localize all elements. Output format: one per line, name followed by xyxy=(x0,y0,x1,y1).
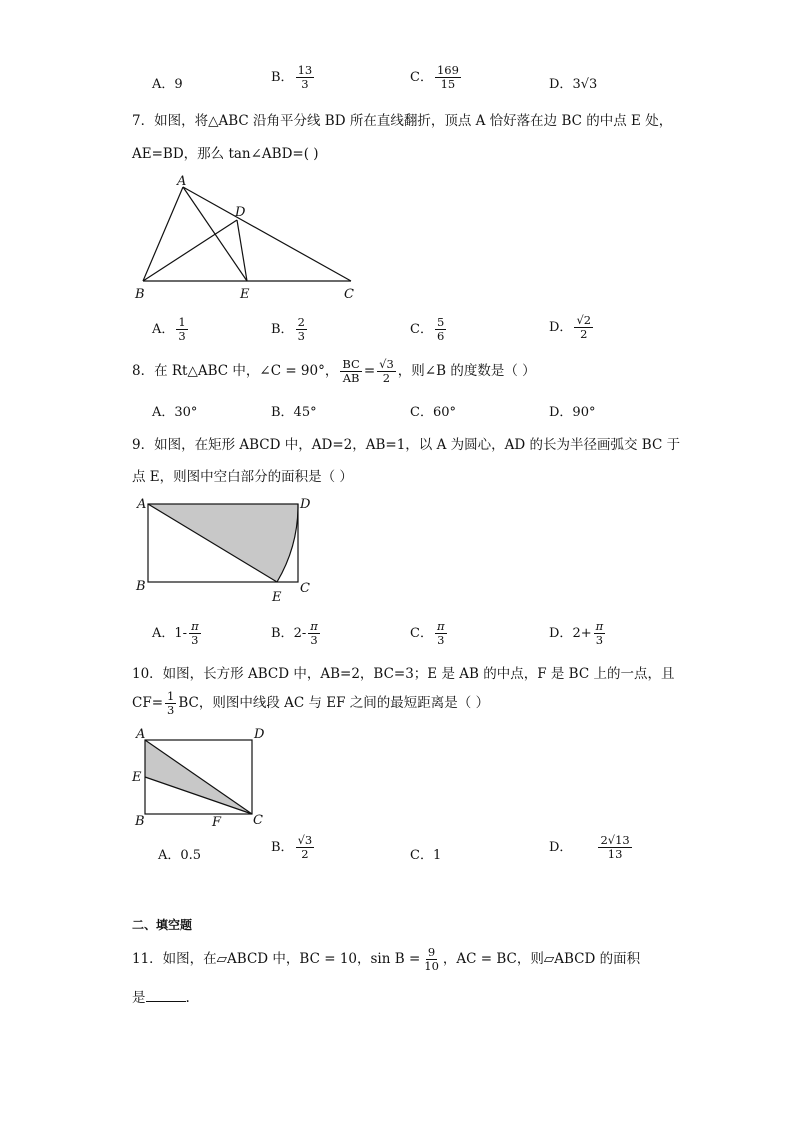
q9-label-d: D xyxy=(300,497,311,512)
q7-label-b: B xyxy=(135,287,145,302)
q6-option-d: D．3√3 xyxy=(549,77,598,92)
q7-stem-line2: AE=BD，那么 tan∠ABD=( ) xyxy=(132,146,319,162)
q7-stem-line1: 7．如图，将△ABC 沿角平分线 BD 所在直线翻折，顶点 A 恰好落在边 BC 的中点 E 处， xyxy=(132,113,673,129)
q9-label-c: C xyxy=(300,581,310,596)
q10-stem-line1: 10．如图，长方形 ABCD 中，AB=2，BC=3；E 是 AB 的中点，F 是 BC 上的一点，且 xyxy=(132,666,675,682)
q9-stem-line2: 点 E，则图中空白部分的面积是（ ） xyxy=(132,469,353,485)
q9-rectangle-figure xyxy=(130,494,320,606)
q7-label-a: A xyxy=(177,174,187,189)
q7-option-c: C． $\frac{5}{6}$ xyxy=(410,315,445,343)
q9-label-b: B xyxy=(136,579,146,594)
q7-option-a: A． $\frac{1}{3}$ xyxy=(152,315,186,343)
q6-option-a: A．9 xyxy=(152,77,183,92)
q9-option-d: D．2+ $\frac{\pi}{3}$ xyxy=(549,619,604,647)
q10-stem-line2: CF= $\frac{1}{3}$ BC，则图中线段 AC 与 EF 之间的最短距离是（ ） xyxy=(132,689,490,717)
q10-label-a: A xyxy=(136,727,146,742)
q7-label-c: C xyxy=(344,287,354,302)
q6-option-c: C． $\frac{169}{15}$ xyxy=(410,63,459,91)
q8-option-d: D．90° xyxy=(549,405,596,420)
q8-option-b: B．45° xyxy=(271,405,317,420)
q9-option-a: A．1- $\frac{\pi}{3}$ xyxy=(152,619,199,647)
q11-stem-line1: 11．如图，在▱ABCD 中，BC = 10，sin B = $\frac{9}{10}$ ，AC = BC，则▱ABCD 的面积 xyxy=(132,945,641,973)
answer-blank[interactable] xyxy=(146,989,186,1002)
q10-label-e: E xyxy=(132,770,142,785)
q8-option-c: C．60° xyxy=(410,405,456,420)
q10-option-a: A．0.5 xyxy=(158,848,202,863)
q10-label-b: B xyxy=(135,814,145,829)
q7-label-d: D xyxy=(235,205,246,220)
q11-stem-line2: 是 . xyxy=(132,990,190,1006)
q10-rectangle-figure xyxy=(130,724,270,832)
q9-option-b: B．2- $\frac{\pi}{3}$ xyxy=(271,619,318,647)
q10-label-c: C xyxy=(253,813,263,828)
q8-stem: 8．在 Rt△ABC 中，∠C = 90°， $\frac{BC}{AB}$ = $\frac{√3}{2}$ ，则∠B 的度数是（ ） xyxy=(132,357,536,385)
q10-option-d: D． $\frac{2√13}{13}$ xyxy=(549,833,630,861)
q9-stem-line1: 9．如图，在矩形 ABCD 中，AD=2，AB=1，以 A 为圆心，AD 的长为半径画弧交 BC 于 xyxy=(132,437,681,453)
q7-option-b: B． $\frac{2}{3}$ xyxy=(271,315,305,343)
q10-label-f: F xyxy=(212,815,222,830)
q10-option-b: B． $\frac{√3}{2}$ xyxy=(271,833,313,861)
q6-option-b: B． $\frac{13}{3}$ xyxy=(271,63,313,91)
q10-option-c: C．1 xyxy=(410,848,442,863)
q9-label-e: E xyxy=(272,590,282,605)
q8-option-a: A．30° xyxy=(152,405,198,420)
q10-label-d: D xyxy=(254,727,265,742)
q7-label-e: E xyxy=(240,287,250,302)
q7-option-d: D． $\frac{√2}{2}$ xyxy=(549,313,592,341)
q9-label-a: A xyxy=(137,497,147,512)
q7-triangle-figure xyxy=(130,170,370,305)
section-title: 二、填空题 xyxy=(132,918,193,932)
q9-option-c: C． $\frac{\pi}{3}$ xyxy=(410,619,445,647)
